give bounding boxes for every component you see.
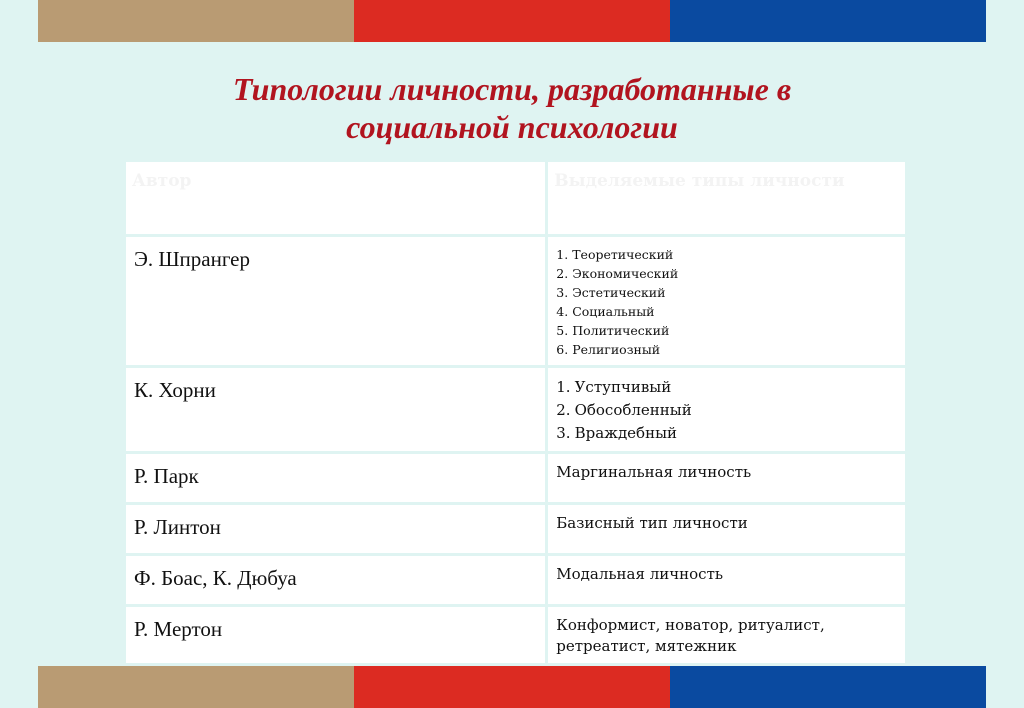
table-row <box>125 367 907 453</box>
author-cell: Р. Мертон <box>125 606 547 665</box>
types-cell: Маргинальная личность <box>547 453 907 504</box>
tan-stripe <box>38 0 354 42</box>
list-item: 3. Враждебный <box>556 424 678 442</box>
slide-title <box>120 70 904 146</box>
table-row <box>125 504 907 555</box>
types-list <box>556 376 897 445</box>
red-stripe <box>354 0 670 42</box>
types-cell: Базисный тип личности <box>547 504 907 555</box>
types-cell: Модальная личность <box>547 555 907 606</box>
types-cell <box>547 236 907 367</box>
bottom-color-bar <box>38 666 986 708</box>
table-header-row <box>125 161 907 236</box>
typology-table <box>123 159 908 666</box>
list-item: 2. Обособленный <box>556 401 692 419</box>
list-item: 2. Экономический <box>556 266 679 281</box>
author-cell: Э. Шпрангер <box>125 236 547 367</box>
top-color-bar <box>38 0 986 42</box>
title-line-2: социальной психологии <box>346 109 678 145</box>
blue-stripe <box>670 0 986 42</box>
list-item: 1. Уступчивый <box>556 378 672 396</box>
blue-stripe <box>670 666 986 708</box>
table-row <box>125 555 907 606</box>
header-types: Выделяемые типы личности <box>547 161 907 236</box>
table-row <box>125 453 907 504</box>
list-item: 5. Политический <box>556 323 670 338</box>
red-stripe <box>354 666 670 708</box>
title-line-1: Типологии личности, разработанные в <box>232 71 792 107</box>
list-item: 6. Религиозный <box>556 342 661 357</box>
list-item: 1. Теоретический <box>556 247 674 262</box>
author-cell: Р. Линтон <box>125 504 547 555</box>
list-item: 3. Эстетический <box>556 285 666 300</box>
types-list <box>556 245 897 359</box>
author-cell: Ф. Боас, К. Дюбуа <box>125 555 547 606</box>
table-row <box>125 606 907 665</box>
types-cell: Конформист, новатор, ритуалист, ретреатист, мятежник <box>547 606 907 665</box>
types-cell <box>547 367 907 453</box>
tan-stripe <box>38 666 354 708</box>
author-cell: К. Хорни <box>125 367 547 453</box>
header-author: Автор <box>125 161 547 236</box>
table-row <box>125 236 907 367</box>
author-cell: Р. Парк <box>125 453 547 504</box>
list-item: 4. Социальный <box>556 304 655 319</box>
